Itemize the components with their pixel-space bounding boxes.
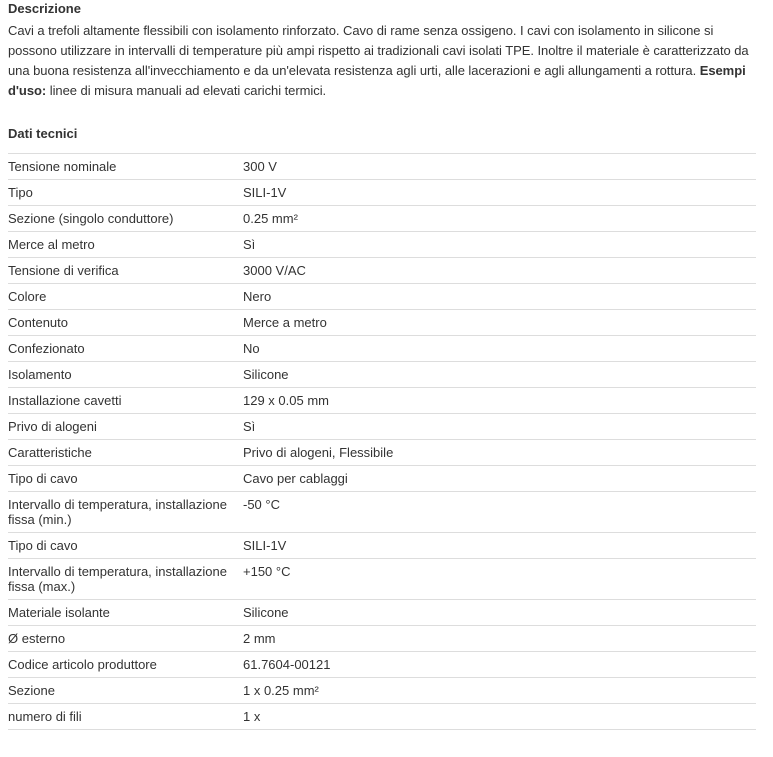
spec-value: Cavo per cablaggi bbox=[242, 466, 756, 492]
spec-value: -50 °C bbox=[242, 492, 756, 533]
spec-label: Merce al metro bbox=[8, 232, 242, 258]
spec-label: Materiale isolante bbox=[8, 600, 242, 626]
spec-value: 0.25 mm² bbox=[242, 206, 756, 232]
spec-label: Caratteristiche bbox=[8, 440, 242, 466]
spec-label: numero di fili bbox=[8, 704, 242, 730]
spec-value: Nero bbox=[242, 284, 756, 310]
spec-value: 3000 V/AC bbox=[242, 258, 756, 284]
spec-label: Tensione nominale bbox=[8, 154, 242, 180]
spec-value: 1 x bbox=[242, 704, 756, 730]
usage-examples-label: Esempi d'uso: bbox=[8, 63, 746, 98]
spec-label: Tipo di cavo bbox=[8, 466, 242, 492]
table-row bbox=[8, 440, 756, 466]
spec-label: Colore bbox=[8, 284, 242, 310]
spec-label: Isolamento bbox=[8, 362, 242, 388]
technical-data-table bbox=[8, 153, 756, 730]
table-row bbox=[8, 232, 756, 258]
spec-value: 61.7604-00121 bbox=[242, 652, 756, 678]
spec-label: Confezionato bbox=[8, 336, 242, 362]
spec-label: Installazione cavetti bbox=[8, 388, 242, 414]
table-row bbox=[8, 704, 756, 730]
table-row bbox=[8, 652, 756, 678]
spec-label: Intervallo di temperatura, installazione fissa (max.) bbox=[8, 559, 242, 600]
spec-value: +150 °C bbox=[242, 559, 756, 600]
table-row bbox=[8, 600, 756, 626]
spec-label: Privo di alogeni bbox=[8, 414, 242, 440]
spec-value: No bbox=[242, 336, 756, 362]
table-row bbox=[8, 362, 756, 388]
spec-label: Ø esterno bbox=[8, 626, 242, 652]
spec-value: Silicone bbox=[242, 600, 756, 626]
spec-value: 1 x 0.25 mm² bbox=[242, 678, 756, 704]
table-row bbox=[8, 626, 756, 652]
table-row bbox=[8, 678, 756, 704]
description-heading: Descrizione bbox=[8, 1, 81, 16]
table-row bbox=[8, 284, 756, 310]
spec-label: Tipo di cavo bbox=[8, 533, 242, 559]
table-row bbox=[8, 533, 756, 559]
spec-value: 2 mm bbox=[242, 626, 756, 652]
table-row bbox=[8, 310, 756, 336]
description-body: Cavi a trefoli altamente flessibili con isolamento rinforzato. Cavo di rame senza ossigeno. I cavi con isolamento in silicone si possono utilizzare in intervalli di temperature più ampi rispetto ai tradizionali cavi isolati TPE. Inoltre il materiale è caratterizzato da una buona resistenza all'invecchiamento e da un'elevata resistenza agli urti, alle lacerazioni e agli allungamenti a rottura. bbox=[8, 23, 749, 78]
table-row bbox=[8, 258, 756, 284]
spec-value: Privo di alogeni, Flessibile bbox=[242, 440, 756, 466]
spec-value: Merce a metro bbox=[242, 310, 756, 336]
spec-label: Sezione bbox=[8, 678, 242, 704]
table-row bbox=[8, 154, 756, 180]
spec-value: SILI-1V bbox=[242, 533, 756, 559]
table-row bbox=[8, 180, 756, 206]
spec-label: Tensione di verifica bbox=[8, 258, 242, 284]
spec-label: Tipo bbox=[8, 180, 242, 206]
spec-label: Contenuto bbox=[8, 310, 242, 336]
spec-label: Intervallo di temperatura, installazione fissa (min.) bbox=[8, 492, 242, 533]
description-text bbox=[8, 21, 762, 101]
table-row bbox=[8, 559, 756, 600]
spec-label: Sezione (singolo conduttore) bbox=[8, 206, 242, 232]
table-row bbox=[8, 414, 756, 440]
table-row bbox=[8, 206, 756, 232]
spec-value: 129 x 0.05 mm bbox=[242, 388, 756, 414]
table-row bbox=[8, 336, 756, 362]
spec-value: Sì bbox=[242, 414, 756, 440]
table-row bbox=[8, 388, 756, 414]
spec-value: Sì bbox=[242, 232, 756, 258]
table-row bbox=[8, 466, 756, 492]
spec-value: Silicone bbox=[242, 362, 756, 388]
technical-data-heading: Dati tecnici bbox=[8, 126, 78, 141]
spec-value: 300 V bbox=[242, 154, 756, 180]
table-row bbox=[8, 492, 756, 533]
spec-label: Codice articolo produttore bbox=[8, 652, 242, 678]
spec-value: SILI-1V bbox=[242, 180, 756, 206]
usage-examples-text: linee di misura manuali ad elevati carichi termici. bbox=[46, 83, 327, 98]
